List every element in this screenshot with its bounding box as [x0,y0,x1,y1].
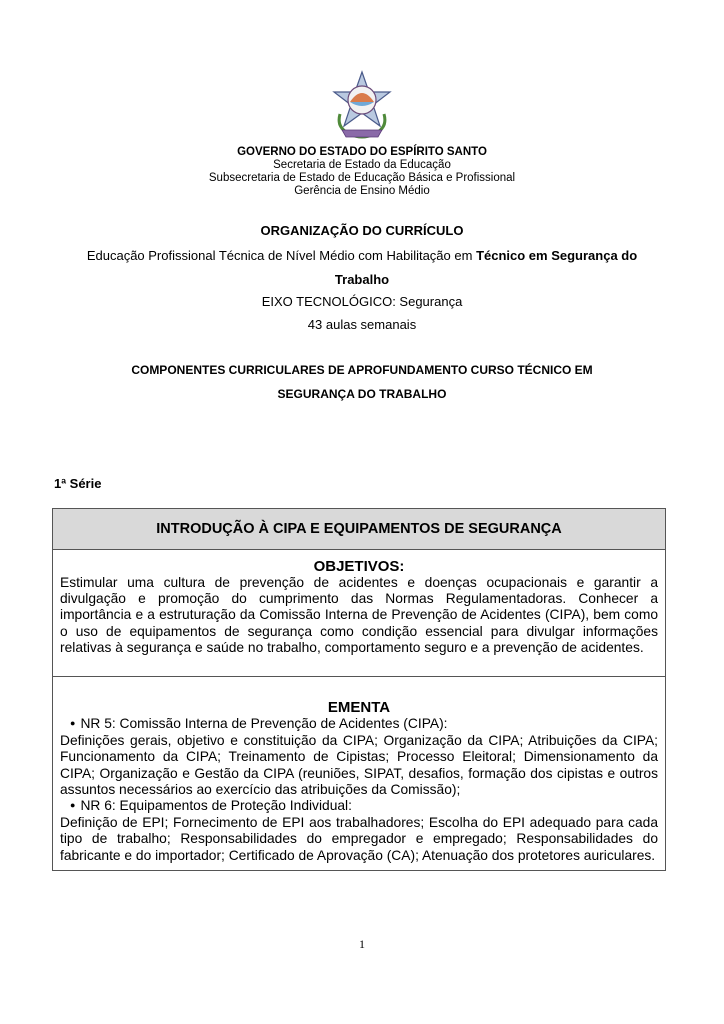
nr5-item-title [60,716,658,733]
management-name: Gerência de Ensino Médio [294,185,430,197]
course-description-line2: Trabalho [334,272,390,287]
curriculum-title: ORGANIZAÇÃO DO CURRÍCULO [260,223,464,238]
page-number: 1 [359,937,365,951]
course-description-text: Educação Profissional Técnica de Nível Médio com Habilitação em [86,248,477,263]
curriculum-table [52,508,666,871]
nr5-item-text: Definições gerais, objetivo e constituição da CIPA; Organização da CIPA; Atribuições da CIPA; Funcionamento da CIPA; Treinamento de Cipistas; Processo Eleitoral; Dimensionamento da CIPA; Organização e Gestão da CIPA (reuniões, SIPAT, desafios, formação dos cipistas e outros assuntos necessários ao exercício das atribuições da Comissão); [60,733,658,797]
syllabus-title: EMENTA [327,699,391,717]
table-header: INTRODUÇÃO À CIPA E EQUIPAMENTOS DE SEGURANÇA [53,509,665,550]
course-name-bold: Técnico em Segurança do [476,248,638,263]
nr5-title-text: NR 5: Comissão Interna de Prevenção de Acidentes (CIPA): [80,716,448,732]
objectives-title: OBJETIVOS: [313,558,405,575]
technological-axis: EIXO TECNOLÓGICO: Segurança [261,294,463,309]
government-name: GOVERNO DO ESTADO DO ESPÍRITO SANTO [237,146,487,158]
nr6-title-text: NR 6: Equipamentos de Proteção Individual: [80,798,352,814]
secretariat-name: Secretaria de Estado da Educação [273,159,451,171]
syllabus-cell [53,677,665,870]
objectives-cell [53,550,665,677]
components-heading-line1: COMPONENTES CURRICULARES DE APROFUNDAMENTO CURSO TÉCNICO EM [131,363,593,377]
course-description-line1 [0,244,724,268]
weekly-classes: 43 aulas semanais [307,317,417,332]
objectives-text: Estimular uma cultura de prevenção de acidentes e doenças ocupacionais e garantir a divulgação e promoção do cumprimento das Normas Regulamentadoras. Conhecer a importância e a estruturação da Comissão Interna de Prevenção de Acidentes (CIPA), bem como o uso de equipamentos de segurança como condição essencial para divulgar informações relativas à segurança e saúde no trabalho, comportamento seguro e a prevenção de acidentes. [60,575,658,655]
nr6-item-title [60,798,658,815]
state-coat-of-arms-seal [330,70,394,142]
components-heading-line2: SEGURANÇA DO TRABALHO [277,387,447,401]
nr6-item-text: Definição de EPI; Fornecimento de EPI aos trabalhadores; Escolha do EPI adequado para cada tipo de trabalho; Responsabilidades do empregador e empregado; Responsabilidades do fabricante e do importador; Certificado de Aprovação (CA); Atenuação dos protetores auriculares. [60,815,658,863]
subsecretariat-name: Subsecretaria de Estado de Educação Básica e Profissional [208,172,516,184]
grade-label: 1ª Série [54,476,102,491]
